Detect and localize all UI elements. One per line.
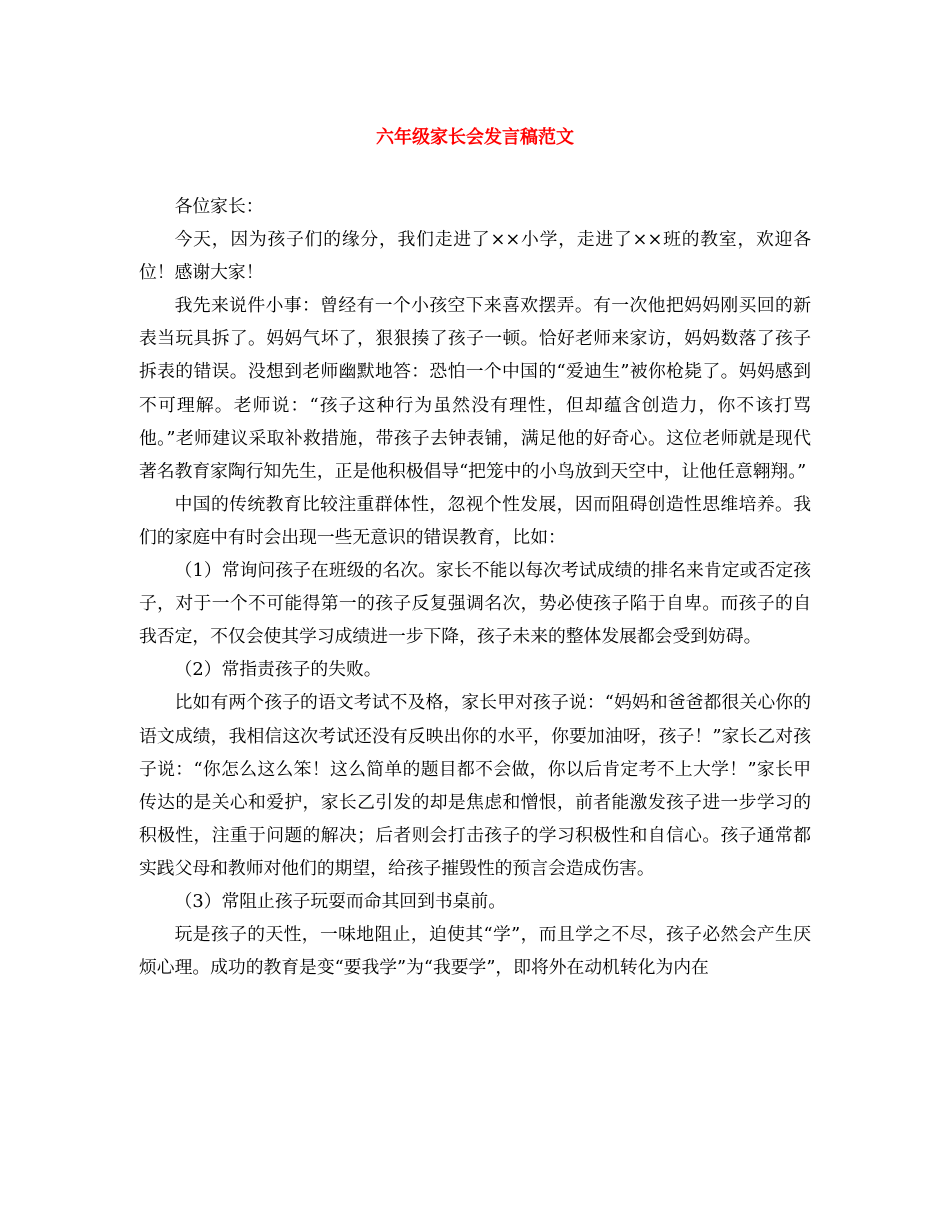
story-paragraph: 我先来说件小事：曾经有一个小孩空下来喜欢摆弄。有一次他把妈妈刚买回的新表当玩具拆了。妈妈气坏了，狠狠揍了孩子一顿。恰好老师来家访，妈妈数落了孩子拆表的错误。没想到老师幽默地答：恐怕一个中国的“爱迪生”被你枪毙了。妈妈感到不可理解。老师说：“孩子这种行为虽然没有理性，但却蕴含创造力，你不该打骂他。”老师建议采取补救措施，带孩子去钟表铺，满足他的好奇心。这位老师就是现代著名教育家陶行知先生，正是他积极倡导“把笼中的小鸟放到天空中，让他任意翱翔。” <box>139 295 811 482</box>
intro-errors-paragraph: 中国的传统教育比较注重群体性，忽视个性发展，因而阻碍创造性思维培养。我们的家庭中有时会出现一些无意识的错误教育，比如： <box>139 493 811 548</box>
point-1-paragraph: （1）常询问孩子在班级的名次。家长不能以每次考试成绩的排名来肯定或否定孩子，对于一个不可能得第一的孩子反复强调名次，势必使孩子陷于自卑。而孩子的自我否定，不仅会使其学习成绩进一步下降，孩子未来的整体发展都会受到妨碍。 <box>139 560 811 648</box>
salutation-paragraph: 各位家长： <box>174 196 264 217</box>
point-3-paragraph: 玩是孩子的天性，一味地阻止，迫使其“学”，而且学之不尽，孩子必然会产生厌烦心理。成功的教育是变“要我学”为“我要学”，即将外在动机转化为内在 <box>139 924 811 979</box>
document-title: 六年级家长会发言稿范文 <box>376 127 574 148</box>
point-3-heading: （3）常阻止孩子玩耍而命其回到书桌前。 <box>174 890 506 912</box>
point-2-paragraph: 比如有两个孩子的语文考试不及格，家长甲对孩子说：“妈妈和爸爸都很关心你的语文成绩，我相信这次考试还没有反映出你的水平，你要加油呀，孩子！”家长乙对孩子说：“你怎么这么笨！这么简单的题目都不会做，你以后肯定考不上大学！”家长甲传达的是关心和爱护，家长乙引发的却是焦虑和憎恨，前者能激发孩子进一步学习的积极性，注重于问题的解决；后者则会打击孩子的学习积极性和自信心。孩子通常都实践父母和教师对他们的期望，给孩子摧毁性的预言会造成伤害。 <box>139 692 811 879</box>
welcome-paragraph: 今天，因为孩子们的缘分，我们走进了××小学，走进了××班的教室，欢迎各位！感谢大家！ <box>139 229 811 284</box>
point-2-heading: （2）常指责孩子的失败。 <box>174 659 382 681</box>
document-body <box>139 190 811 984</box>
